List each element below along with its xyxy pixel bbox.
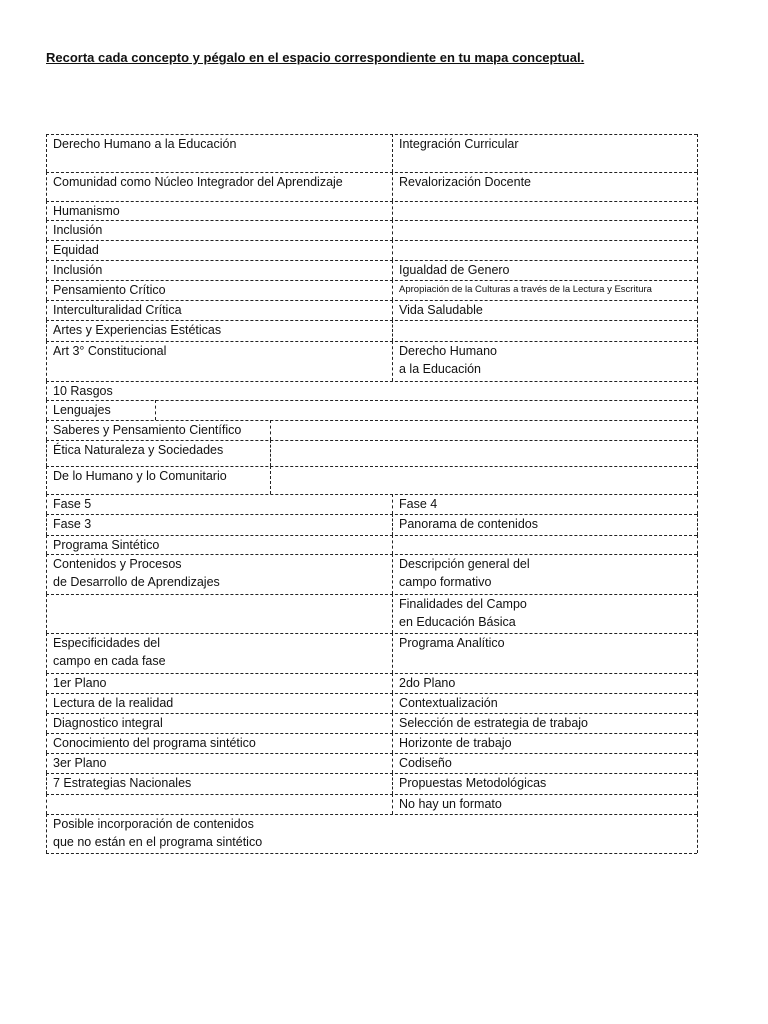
concept-label — [399, 714, 588, 732]
concept-label — [399, 774, 546, 792]
cut-line — [697, 400, 698, 420]
concept-label — [53, 536, 159, 554]
cut-line — [46, 733, 47, 753]
concept-label — [53, 202, 120, 220]
concept-text-line: Ética Naturaleza y Sociedades — [53, 443, 224, 457]
cut-line — [46, 300, 47, 320]
cut-line — [697, 814, 698, 853]
concept-text-line: Selección de estrategia de trabajo — [399, 716, 589, 730]
concept-text-line: Lenguajes — [53, 403, 111, 417]
concept-text-line: No hay un formato — [399, 797, 502, 811]
concept-label — [53, 382, 113, 400]
cut-line — [697, 594, 698, 633]
concept-label — [53, 815, 262, 851]
concept-label — [53, 714, 163, 732]
concept-label — [399, 634, 505, 652]
concept-label — [399, 135, 519, 153]
cut-line — [392, 794, 393, 814]
concept-label — [53, 321, 221, 339]
cut-line — [46, 535, 47, 554]
cut-line — [270, 466, 271, 494]
cut-line — [46, 773, 47, 794]
cut-line — [46, 320, 47, 341]
cut-line — [46, 172, 47, 201]
cut-line — [46, 341, 47, 381]
cut-line — [46, 594, 47, 633]
concept-label — [53, 301, 182, 319]
concept-label — [53, 634, 166, 670]
cut-line — [697, 494, 698, 514]
cut-line — [392, 753, 393, 773]
concept-text-line: Contenidos y Procesos — [53, 557, 182, 571]
concept-label — [53, 555, 220, 591]
cut-line — [46, 794, 47, 814]
cut-line — [46, 240, 47, 260]
cut-line — [697, 280, 698, 300]
cut-line — [46, 466, 47, 494]
concept-label — [399, 495, 437, 513]
cut-line — [697, 713, 698, 733]
concept-text-line: Panorama de contenidos — [399, 517, 538, 531]
cut-line — [46, 494, 697, 495]
concept-text-line: 10 Rasgos — [53, 384, 113, 398]
concept-label — [53, 421, 241, 439]
cut-line — [697, 220, 698, 240]
cut-line — [697, 554, 698, 594]
cut-line — [46, 814, 47, 853]
cut-line — [697, 673, 698, 693]
concept-text-line: Art 3° Constitucional — [53, 344, 167, 358]
cut-line — [46, 594, 697, 595]
cut-line — [46, 554, 47, 594]
cut-line — [46, 494, 47, 514]
concept-label — [53, 754, 107, 772]
concept-text-line: Humanismo — [53, 204, 120, 218]
cut-line — [697, 260, 698, 280]
concept-label — [53, 774, 191, 792]
cut-line — [697, 733, 698, 753]
concept-text-line: Fase 3 — [53, 517, 92, 531]
concept-text-line: Pensamiento Crítico — [53, 283, 166, 297]
cut-line — [392, 220, 393, 240]
cut-line — [46, 381, 47, 400]
concept-text-line: 1er Plano — [53, 676, 107, 690]
concept-label — [53, 241, 99, 259]
concept-label — [399, 301, 483, 319]
cut-line — [392, 341, 393, 381]
cut-line — [46, 713, 47, 733]
cut-line — [697, 134, 698, 172]
cut-line — [46, 220, 47, 240]
cut-line — [392, 633, 393, 673]
cut-line — [46, 633, 47, 673]
concept-label — [53, 135, 236, 153]
cut-line — [46, 260, 697, 261]
cut-line — [392, 494, 393, 514]
concept-text-line: Contextualización — [399, 696, 498, 710]
cut-line — [392, 673, 393, 693]
cut-line — [392, 733, 393, 753]
concept-label — [399, 795, 502, 813]
concept-text-line: Horizonte de trabajo — [399, 736, 512, 750]
concept-text-line: 3er Plano — [53, 756, 107, 770]
cut-line — [392, 300, 393, 320]
cut-line — [697, 753, 698, 773]
concept-text-line: Propuestas Metodológicas — [399, 776, 547, 790]
concept-text-line: Codiseño — [399, 756, 452, 770]
concept-text-line: Fase 5 — [53, 497, 92, 511]
concept-text-line: Fase 4 — [399, 497, 438, 511]
concept-label — [53, 694, 173, 712]
cut-line — [46, 400, 47, 420]
cut-line — [392, 535, 393, 554]
cut-line — [46, 673, 697, 674]
cut-line — [392, 713, 393, 733]
cut-line — [46, 673, 47, 693]
concept-text-line: de Desarrollo de Aprendizajes — [53, 575, 220, 589]
cut-line — [697, 466, 698, 494]
cut-line — [46, 753, 697, 754]
concept-text-line: Derecho Humano a la Educación — [53, 137, 237, 151]
cut-line — [697, 514, 698, 535]
concept-label — [53, 221, 102, 239]
cut-line — [46, 420, 47, 440]
concept-text-line: 7 Estrategias Nacionales — [53, 776, 192, 790]
cut-line — [270, 440, 271, 466]
cut-line — [46, 853, 697, 854]
cut-line — [697, 341, 698, 381]
concept-label — [399, 595, 527, 631]
concept-text-line: Interculturalidad Crítica — [53, 303, 182, 317]
concept-text-line: Artes y Experiencias Estéticas — [53, 323, 222, 337]
concept-label — [399, 281, 652, 299]
concept-text-line: Programa Analítico — [399, 636, 505, 650]
cut-line — [46, 440, 47, 466]
cut-line — [46, 693, 47, 713]
cut-line — [46, 514, 47, 535]
concept-text-line: que no están en el programa sintético — [53, 835, 263, 849]
cut-line — [697, 420, 698, 440]
cut-line — [46, 794, 697, 795]
cut-line — [392, 260, 393, 280]
concept-text-line: Equidad — [53, 243, 99, 257]
concept-text-line: a la Educación — [399, 362, 482, 376]
cut-line — [392, 594, 393, 633]
concept-text-line: De lo Humano y lo Comunitario — [53, 469, 227, 483]
cut-line — [46, 201, 697, 202]
concept-label — [53, 342, 166, 360]
concept-label — [53, 261, 102, 279]
cut-line — [697, 381, 698, 400]
cut-line — [392, 172, 393, 201]
concept-label — [399, 261, 510, 279]
cut-line — [270, 420, 271, 440]
cut-line — [46, 240, 697, 241]
concept-text-line: Igualdad de Genero — [399, 263, 510, 277]
concept-label — [399, 694, 498, 712]
cut-line — [697, 172, 698, 201]
concept-label — [53, 734, 256, 752]
concept-text-line: campo formativo — [399, 575, 492, 589]
cut-line — [46, 514, 697, 515]
cut-line — [697, 693, 698, 713]
concept-label — [399, 674, 455, 692]
cut-line — [46, 260, 47, 280]
cut-line — [697, 633, 698, 673]
cut-line — [697, 535, 698, 554]
concept-text-line: Conocimiento del programa sintético — [53, 736, 256, 750]
concept-text-line: Programa Sintético — [53, 538, 160, 552]
cut-line — [697, 773, 698, 794]
cut-line — [392, 514, 393, 535]
concept-label — [53, 173, 343, 191]
concept-text-line: Lectura de la realidad — [53, 696, 174, 710]
concept-label — [399, 515, 538, 533]
concept-text-line: en Educación Básica — [399, 615, 516, 629]
concept-label — [53, 467, 227, 485]
concept-text-line: Apropiación de la Culturas a través de la Lectura y Escritura — [399, 284, 652, 295]
concept-text-line: Saberes y Pensamiento Científico — [53, 423, 242, 437]
cut-line — [46, 400, 697, 401]
concept-text-line: 2do Plano — [399, 676, 456, 690]
cut-line — [46, 381, 697, 382]
cut-line — [46, 201, 47, 220]
concept-label — [53, 281, 166, 299]
concept-label — [399, 754, 452, 772]
concept-text-line: Revalorización Docente — [399, 175, 532, 189]
concept-text-line: Integración Curricular — [399, 137, 519, 151]
cut-line — [697, 240, 698, 260]
cut-line — [392, 554, 393, 594]
concept-text-line: Descripción general del — [399, 557, 530, 571]
concept-text-line: Vida Saludable — [399, 303, 483, 317]
concept-label — [53, 495, 91, 513]
concept-text-line: Diagnostico integral — [53, 716, 163, 730]
cut-line — [392, 693, 393, 713]
concept-label — [53, 401, 111, 419]
concept-text-line: Inclusión — [53, 223, 103, 237]
concept-text-line: campo en cada fase — [53, 654, 166, 668]
cut-line — [392, 134, 393, 172]
cut-line — [697, 440, 698, 466]
cut-line — [392, 240, 393, 260]
cut-line — [46, 134, 47, 172]
concept-text-line: Especificidades del — [53, 636, 161, 650]
concept-label — [399, 734, 512, 752]
cut-line — [697, 794, 698, 814]
cut-line — [392, 280, 393, 300]
cut-line — [697, 320, 698, 341]
cut-line — [392, 201, 393, 220]
cut-line — [392, 773, 393, 794]
concept-text-line: Comunidad como Núcleo Integrador del Aprendizaje — [53, 175, 343, 189]
cut-line — [697, 300, 698, 320]
cut-line — [697, 201, 698, 220]
concept-label — [399, 555, 530, 591]
concept-label — [399, 342, 497, 378]
concept-label — [53, 515, 91, 533]
cut-line — [155, 400, 156, 420]
cut-line — [46, 753, 47, 773]
concept-label — [399, 173, 531, 191]
cut-line — [46, 280, 47, 300]
concept-text-line: Finalidades del Campo — [399, 597, 527, 611]
cut-line — [46, 220, 697, 221]
cut-line — [392, 320, 393, 341]
page-title: Recorta cada concepto y pégalo en el espacio correspondiente en tu mapa conceptual. — [46, 50, 585, 65]
concept-text-line: Inclusión — [53, 263, 103, 277]
concept-label — [53, 441, 223, 459]
concept-text-line: Posible incorporación de contenidos — [53, 817, 254, 831]
concept-text-line: Derecho Humano — [399, 344, 497, 358]
concept-label — [53, 674, 107, 692]
